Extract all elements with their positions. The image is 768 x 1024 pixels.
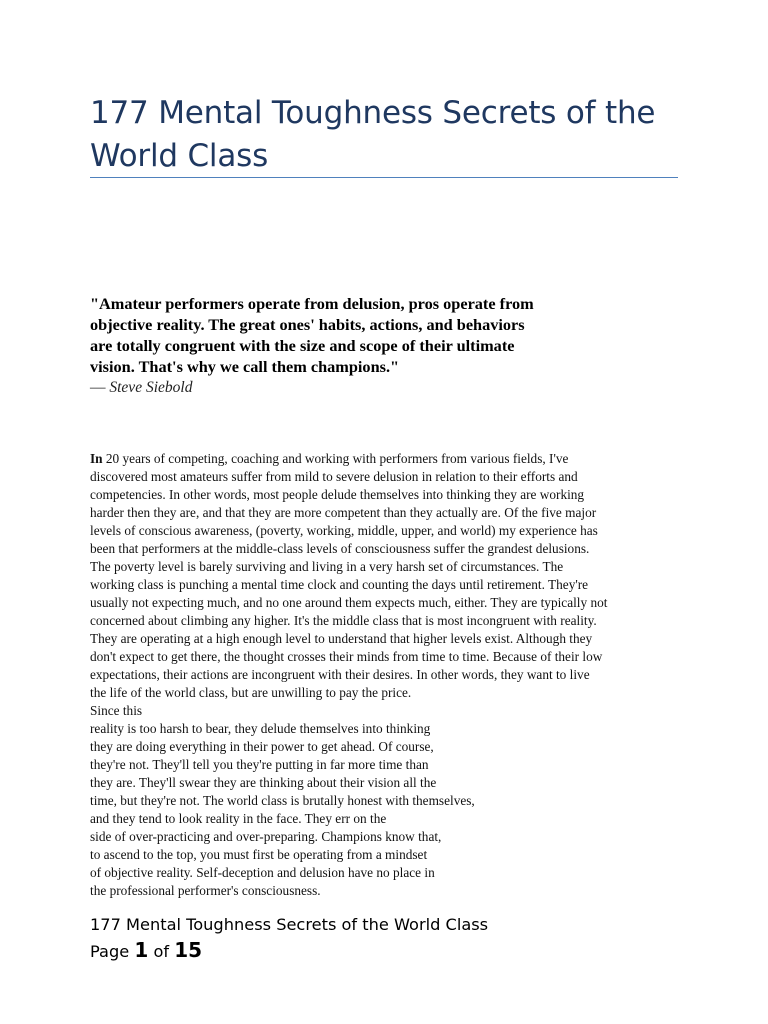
- body-line: of objective reality. Self-deception and delusion have no place in: [90, 865, 435, 880]
- body-line: discovered most amateurs suffer from mild to severe delusion in relation to their efforts and: [90, 469, 578, 484]
- body-line: Since this: [90, 703, 143, 718]
- body-line: concerned about climbing any higher. It's the middle class that is most incongruent with reality.: [90, 613, 597, 628]
- body-line: been that performers at the middle-class levels of consciousness suffer the grandest delusions.: [90, 541, 590, 556]
- body-line: they're not. They'll tell you they're putting in far more time than: [90, 757, 429, 772]
- body-line: side of over-practicing and over-preparing. Champions know that,: [90, 829, 442, 844]
- of-word: of: [153, 942, 170, 961]
- page-word: Page: [90, 942, 130, 961]
- epigraph-author: ― Steve Siebold: [90, 379, 193, 396]
- page-current: 1: [134, 938, 149, 962]
- body-line: time, but they're not. The world class is brutally honest with themselves,: [90, 793, 475, 808]
- body-line: levels of conscious awareness, (poverty, working, middle, upper, and world) my experience has: [90, 523, 598, 538]
- body-line: and they tend to look reality in the face. They err on the: [90, 811, 387, 826]
- epigraph-quote: "Amateur performers operate from delusion, pros operate from objective reality. The great ones' habits, actions, and behaviors are totally congruent with the size and scope of their ultimate vision. That's why we call them champions.": [90, 294, 534, 376]
- body-line: harder then they are, and that they are more competent than they actually are. Of the five major: [90, 505, 597, 520]
- body-line: they are doing everything in their power to get ahead. Of course,: [90, 739, 434, 754]
- body-line: don't expect to get there, the thought crosses their minds from time to time. Because of their low: [90, 649, 603, 664]
- body-line: to ascend to the top, you must first be operating from a mindset: [90, 847, 428, 862]
- body-line: The poverty level is barely surviving and living in a very harsh set of circumstances. The: [90, 559, 564, 574]
- body-line: the professional performer's consciousness.: [90, 883, 321, 898]
- lead-word: In: [90, 451, 103, 466]
- body-line: they are. They'll swear they are thinking about their vision all the: [90, 775, 437, 790]
- body-line: competencies. In other words, most people delude themselves into thinking they are working: [90, 487, 585, 502]
- page-total: 15: [174, 938, 203, 962]
- body-line: In 20 years of competing, coaching and working with performers from various fields, I've: [90, 451, 569, 466]
- body-line: the life of the world class, but are unwilling to pay the price.: [90, 685, 412, 700]
- body-line: They are operating at a high enough level to understand that higher levels exist. Although they: [90, 631, 593, 646]
- title-underline-divider: [90, 177, 678, 178]
- document-title: 177 Mental Toughness Secrets of the World Class: [90, 95, 656, 174]
- body-line: working class is punching a mental time clock and counting the days until retirement. They're: [90, 577, 589, 592]
- body-line: expectations, their actions are incongruent with their desires. In other words, they want to live: [90, 667, 590, 682]
- body-text: [90, 450, 682, 900]
- page-indicator: [90, 937, 202, 965]
- footer-title: 177 Mental Toughness Secrets of the World Class: [90, 915, 489, 934]
- body-line: usually not expecting much, and no one around them expects much, either. They are typically not: [90, 595, 608, 610]
- body-line: reality is too harsh to bear, they delude themselves into thinking: [90, 721, 431, 736]
